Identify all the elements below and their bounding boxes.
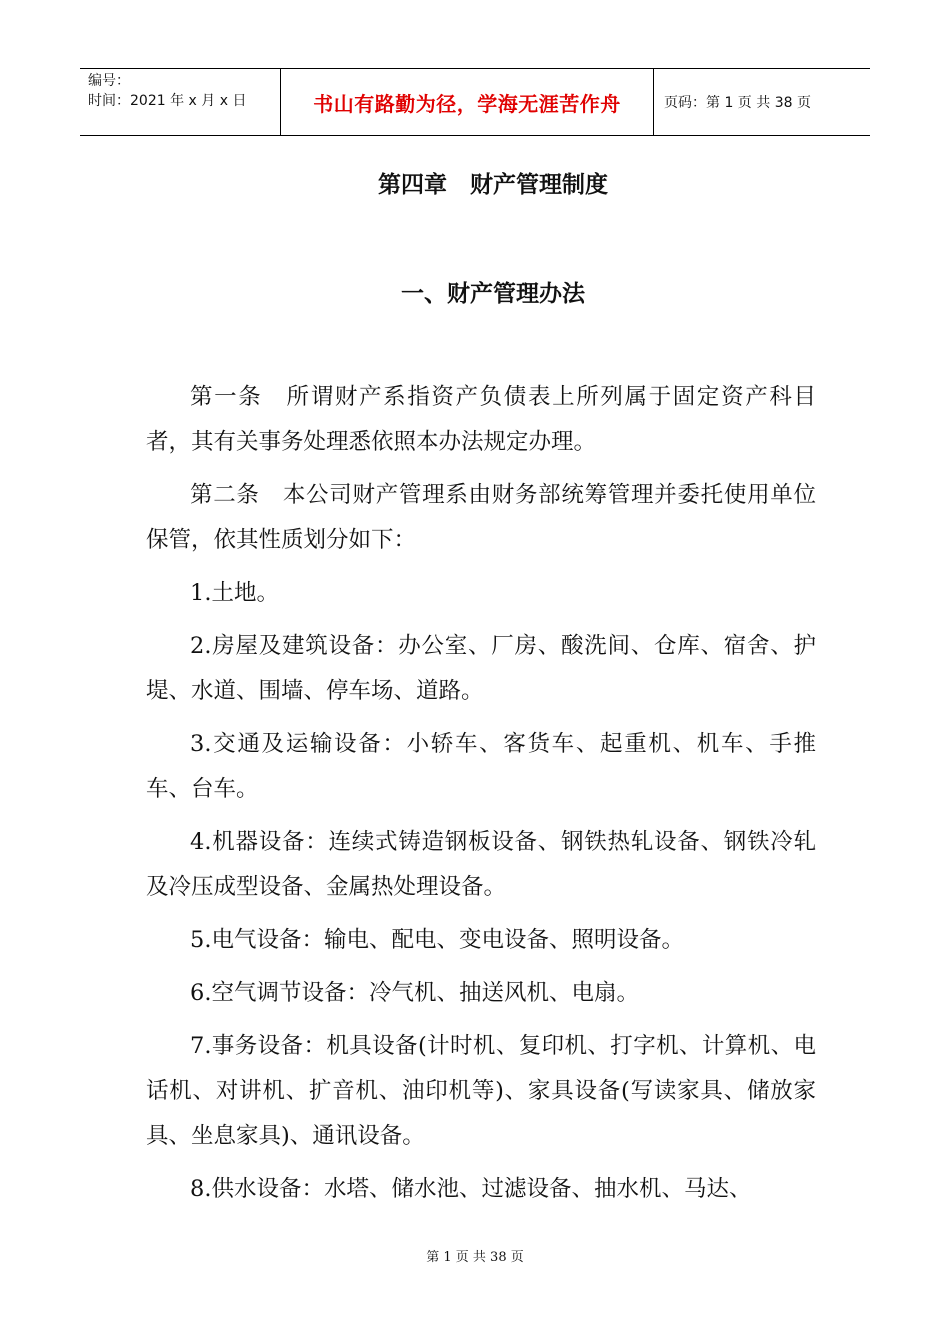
list-item: 7.事务设备：机具设备(计时机、复印机、打字机、计算机、电话机、对讲机、扩音机、油印机等)、家具设备(写读家具、储放家具、坐息家具)、通讯设备。 (146, 1033, 816, 1149)
paragraph: 第一条 所谓财产系指资产负债表上所列属于固定资产科目者，其有关事务处理悉依照本办法规定办理。 (146, 384, 816, 455)
list-item: 1.土地。 (190, 580, 279, 606)
section-title: 一、财产管理办法 (401, 281, 585, 307)
header-page-info: 页码：第 1 页 共 38 页 (664, 95, 811, 111)
paragraph: 第二条 本公司财产管理系由财务部统筹管理并委托使用单位保管，依其性质划分如下： (146, 482, 816, 553)
time-label: 时间：2021 年 x 月 x 日 (88, 93, 247, 109)
number-label: 编号： (88, 73, 130, 89)
header-motto: 书山有路勤为径，学海无涯苦作舟 (281, 69, 654, 135)
chapter-title: 第四章 财产管理制度 (378, 172, 608, 198)
list-item: 3.交通及运输设备：小轿车、客货车、起重机、机车、手推车、台车。 (146, 731, 816, 802)
body-text (146, 375, 816, 1220)
list-item: 2.房屋及建筑设备：办公室、厂房、酸洗间、仓库、宿舍、护堤、水道、围墙、停车场、道路。 (146, 633, 816, 704)
list-item: 5.电气设备：输电、配电、变电设备、照明设备。 (190, 927, 684, 953)
document-header (80, 68, 870, 136)
list-item: 6.空气调节设备：冷气机、抽送风机、电扇。 (190, 980, 639, 1006)
list-item: 8.供水设备：水塔、储水池、过滤设备、抽水机、马达、 (190, 1176, 752, 1202)
list-item: 4.机器设备：连续式铸造钢板设备、钢铁热轧设备、钢铁冷轧及冷压成型设备、金属热处理设备。 (146, 829, 816, 900)
header-meta (80, 69, 281, 135)
page-footer: 第 1 页 共 38 页 (426, 1250, 524, 1265)
